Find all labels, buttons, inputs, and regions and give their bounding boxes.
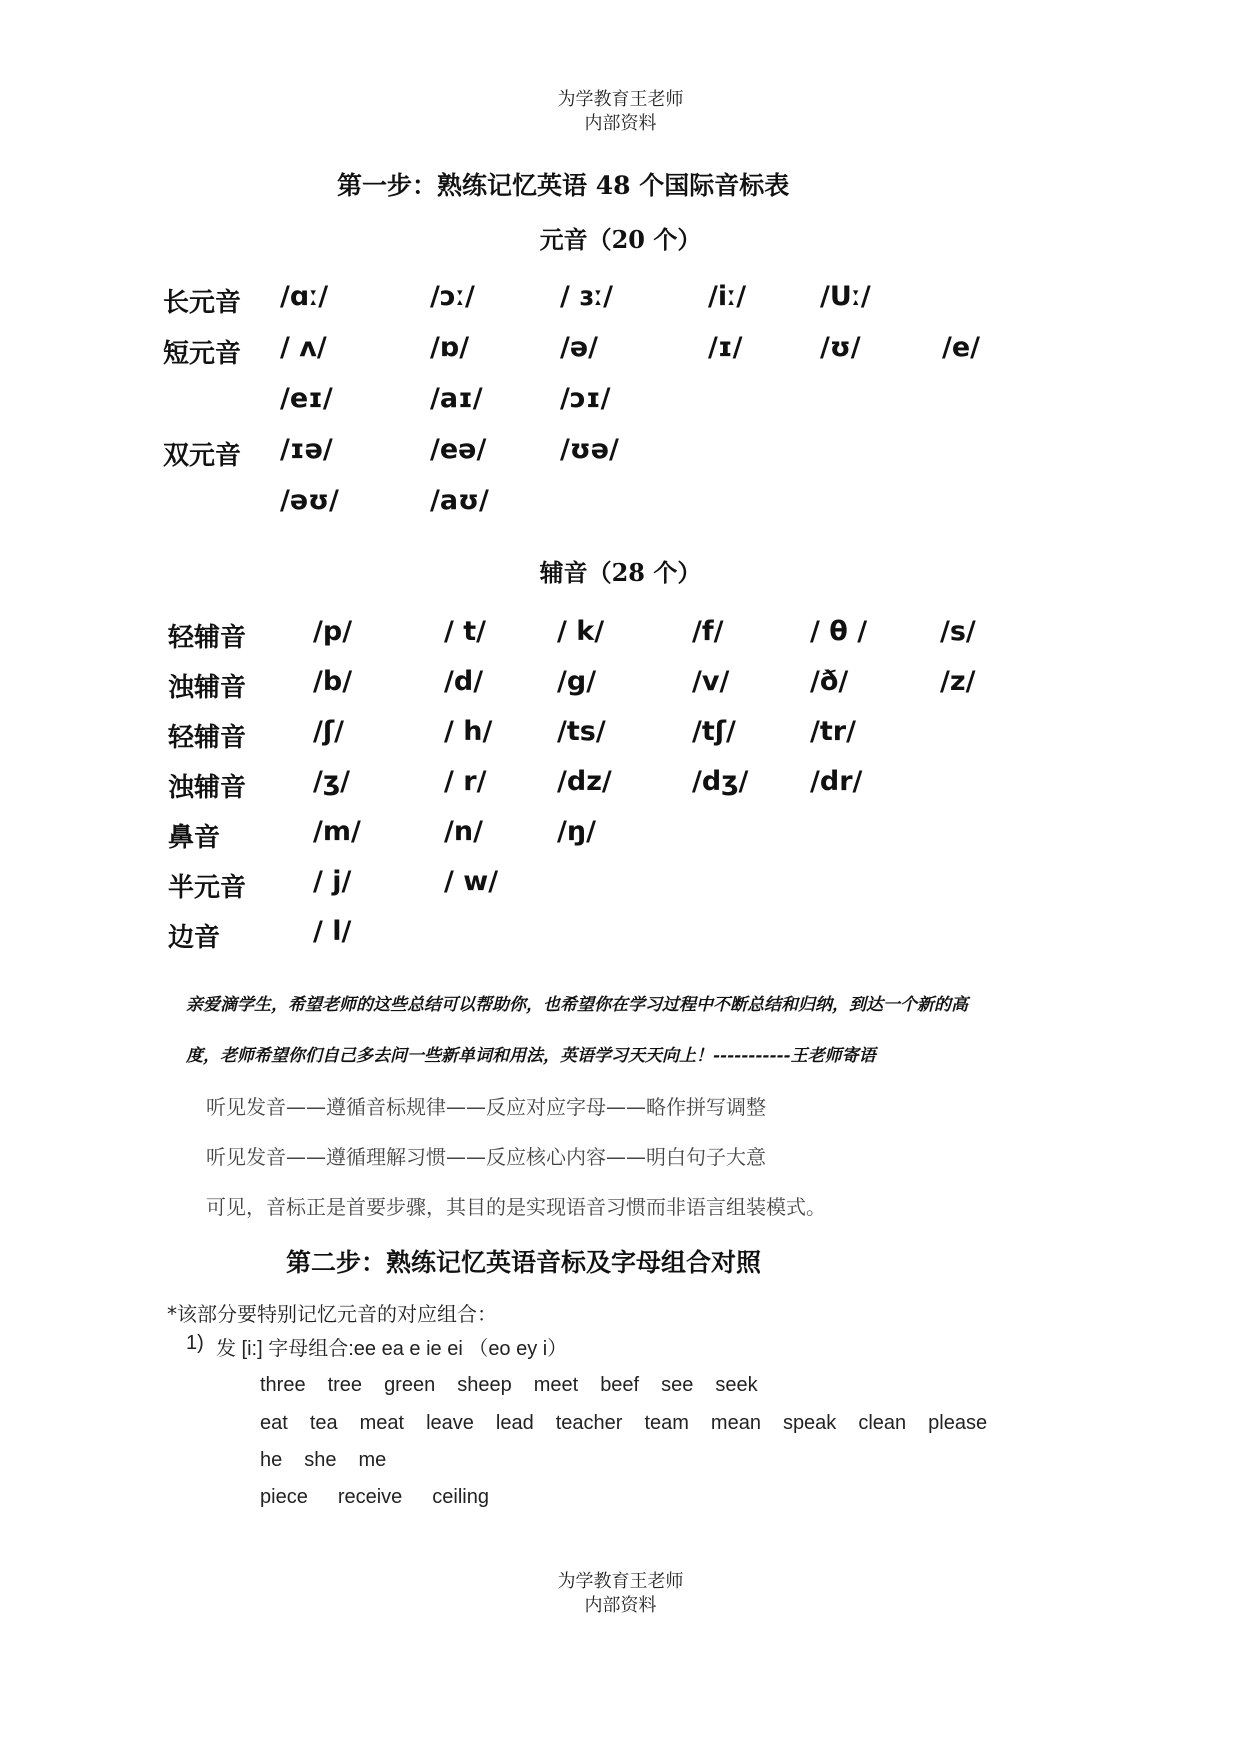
footer-line-1: 为学教育王老师 — [557, 1571, 684, 1592]
phonetic-symbol: /e/ — [942, 332, 981, 363]
row-label: 半元音 — [168, 873, 247, 903]
step2-title: 第二步：熟练记忆英语音标及字母组合对照 — [286, 1248, 762, 1277]
example-word: seek — [715, 1374, 758, 1396]
row-label: 浊辅音 — [168, 773, 247, 803]
teacher-note-line-2: 度，老师希望你们自己多去问一些新单词和用法，英语学习天天向上！-----------王老师寄语 — [186, 1046, 876, 1066]
header-line-2: 内部资料 — [584, 113, 657, 134]
row-label: 鼻音 — [168, 823, 221, 853]
phonetic-symbol: / t/ — [444, 616, 487, 647]
phonetic-symbol: /Uː/ — [820, 281, 871, 312]
row-label: 边音 — [168, 923, 221, 953]
example-word: please — [928, 1412, 988, 1434]
row-label: 轻辅音 — [168, 623, 247, 653]
phonetic-symbol: /tr/ — [810, 716, 856, 747]
example-word: me — [358, 1449, 387, 1471]
phonetic-symbol: / l/ — [313, 916, 352, 947]
phonetic-symbol: /ɔɪ/ — [560, 383, 611, 414]
phonetic-symbol: /ʊə/ — [560, 434, 619, 465]
example-word: tree — [327, 1374, 363, 1396]
phonetic-symbol: /ʒ/ — [313, 766, 351, 797]
phonetic-symbol: /dʒ/ — [692, 766, 749, 797]
phonetic-symbol: / j/ — [313, 866, 352, 897]
phonetic-symbol: /eɪ/ — [280, 383, 333, 414]
example-word: clean — [858, 1412, 907, 1434]
item-1-text: 发 [i:] 字母组合:ee ea e ie ei （eo ey i） — [216, 1338, 568, 1360]
row-label: 长元音 — [163, 288, 242, 318]
example-word: meat — [359, 1412, 405, 1434]
paragraph-3: 可见，音标正是首要步骤，其目的是实现语音习惯而非语言组装模式。 — [206, 1195, 826, 1219]
phonetic-symbol: / ɜː/ — [560, 281, 613, 312]
example-word: leave — [426, 1412, 474, 1434]
phonetic-symbol: /iː/ — [708, 281, 747, 312]
phonetic-symbol: /d/ — [444, 666, 484, 697]
phonetic-symbol: /ʊ/ — [820, 332, 861, 363]
example-word: ceiling — [432, 1486, 489, 1508]
phonetic-symbol: /ɒ/ — [430, 332, 470, 363]
paragraph-2: 听见发音——遵循理解习惯——反应核心内容——明白句子大意 — [206, 1145, 766, 1169]
example-word: eat — [260, 1412, 288, 1434]
example-word: piece — [260, 1486, 308, 1508]
teacher-note-line-1: 亲爱滴学生，希望老师的这些总结可以帮助你，也希望你在学习过程中不断总结和归纳，到达一个新的高 — [186, 995, 968, 1015]
example-word: sheep — [457, 1374, 512, 1396]
example-word: tea — [309, 1412, 338, 1434]
paragraph-1: 听见发音——遵循音标规律——反应对应字母——略作拼写调整 — [206, 1095, 766, 1119]
phonetic-symbol: / w/ — [444, 866, 499, 897]
phonetic-symbol: /ʃ/ — [313, 716, 344, 747]
example-word: receive — [337, 1486, 403, 1508]
phonetic-symbol: /ɪ/ — [708, 332, 743, 363]
phonetic-symbol: /əʊ/ — [280, 485, 339, 516]
phonetic-symbol: /ɔː/ — [430, 281, 475, 312]
phonetic-symbol: / θ / — [810, 616, 868, 647]
example-word: team — [644, 1412, 689, 1434]
phonetic-symbol: /tʃ/ — [692, 716, 736, 747]
example-word-line — [260, 1374, 780, 1397]
phonetic-symbol: /b/ — [313, 666, 353, 697]
phonetic-symbol: /f/ — [692, 616, 724, 647]
row-label: 短元音 — [163, 339, 242, 369]
example-word: mean — [710, 1412, 761, 1434]
vowels-title: 元音（20 个） — [539, 225, 702, 254]
example-word: three — [260, 1374, 306, 1396]
example-word: see — [661, 1374, 694, 1396]
phonetic-symbol: /eə/ — [430, 434, 487, 465]
example-word: she — [304, 1449, 337, 1471]
phonetic-symbol: /m/ — [313, 816, 361, 847]
consonants-title: 辅音（28 个） — [539, 558, 702, 587]
example-word: speak — [782, 1412, 837, 1434]
phonetic-symbol: /dr/ — [810, 766, 863, 797]
example-word: he — [260, 1449, 283, 1471]
phonetic-symbol: /g/ — [557, 666, 597, 697]
step1-title: 第一步：熟练记忆英语 48 个国际音标表 — [337, 171, 790, 200]
footer-line-2: 内部资料 — [584, 1595, 657, 1616]
phonetic-symbol: /ŋ/ — [557, 816, 596, 847]
header-line-1: 为学教育王老师 — [557, 89, 684, 110]
phonetic-symbol: / k/ — [557, 616, 605, 647]
phonetic-symbol: /ð/ — [810, 666, 849, 697]
row-label: 双元音 — [163, 441, 242, 471]
phonetic-symbol: /s/ — [940, 616, 976, 647]
item-1-number: 1) — [186, 1332, 204, 1354]
example-word: lead — [495, 1412, 534, 1434]
phonetic-symbol: / ʌ/ — [280, 332, 327, 363]
phonetic-symbol: / h/ — [444, 716, 493, 747]
phonetic-symbol: /aɪ/ — [430, 383, 483, 414]
phonetic-symbol: /p/ — [313, 616, 353, 647]
phonetic-symbol: / r/ — [444, 766, 487, 797]
example-word-line — [260, 1486, 519, 1509]
example-word: teacher — [555, 1412, 623, 1434]
row-label: 浊辅音 — [168, 673, 247, 703]
phonetic-symbol: /dz/ — [557, 766, 612, 797]
phonetic-symbol: /z/ — [940, 666, 976, 697]
phonetic-symbol: /ts/ — [557, 716, 606, 747]
example-word-line — [260, 1449, 408, 1472]
example-word-line — [260, 1412, 1009, 1435]
example-word: meet — [533, 1374, 579, 1396]
example-word: green — [384, 1374, 436, 1396]
phonetic-symbol: /n/ — [444, 816, 483, 847]
phonetic-symbol: /ə/ — [560, 332, 599, 363]
step2-note: *该部分要特别记忆元音的对应组合： — [167, 1302, 497, 1326]
phonetic-symbol: /ɑː/ — [280, 281, 329, 312]
phonetic-symbol: /ɪə/ — [280, 434, 333, 465]
example-word: beef — [600, 1374, 640, 1396]
row-label: 轻辅音 — [168, 723, 247, 753]
phonetic-symbol: /aʊ/ — [430, 485, 489, 516]
phonetic-symbol: /v/ — [692, 666, 730, 697]
